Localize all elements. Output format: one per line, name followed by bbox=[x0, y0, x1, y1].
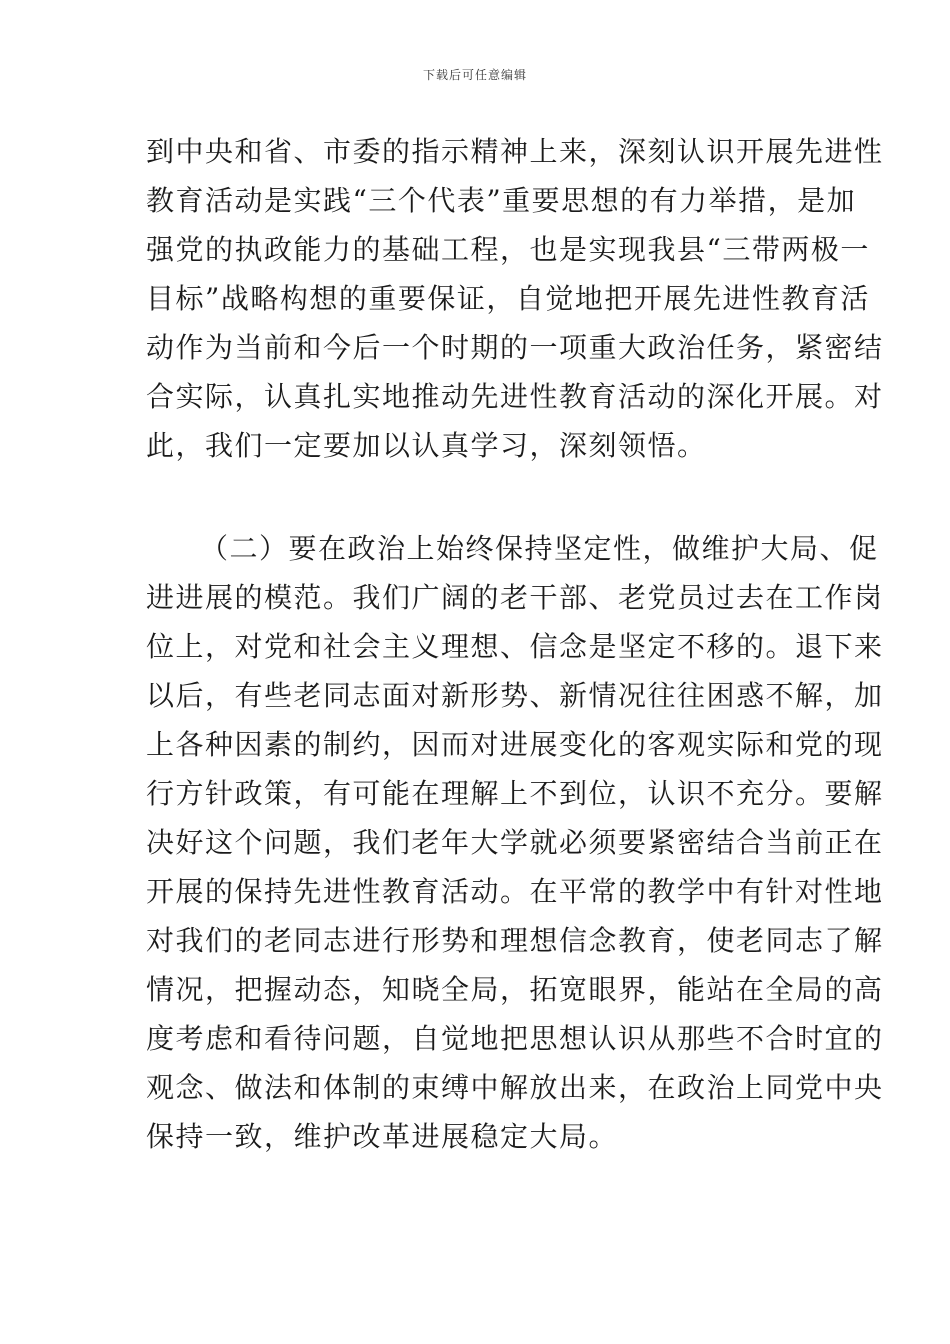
text-line: 动作为当前和今后一个时期的一项重大政治任务，紧密结 bbox=[146, 331, 884, 364]
text-line: （二）要在政治上始终保持坚定性，做维护大局、促 bbox=[200, 532, 879, 565]
text-line: 强党的执政能力的基础工程，也是实现我县“三带两极一 bbox=[146, 233, 870, 266]
page-header: 下载后可任意编辑 bbox=[422, 68, 527, 82]
text-line: 开展的保持先进性教育活动。在平常的教学中有针对性地 bbox=[146, 875, 884, 908]
text-line: 位上，对党和社会主义理想、信念是坚定不移的。退下来 bbox=[146, 630, 884, 663]
text-line: 进进展的模范。我们广阔的老干部、老党员过去在工作岗 bbox=[146, 581, 884, 614]
text-line: 度考虑和看待问题，自觉地把思想认识从那些不合时宜的 bbox=[146, 1022, 884, 1055]
text-line: 目标”战略构想的重要保证，自觉地把开展先进性教育活 bbox=[146, 282, 870, 315]
text-line: 到中央和省、市委的指示精神上来，深刻认识开展先进性 bbox=[146, 135, 884, 168]
text-line: 教育活动是实践“三个代表”重要思想的有力举措，是加 bbox=[146, 184, 857, 217]
text-line: 以后，有些老同志面对新形势、新情况往往困惑不解，加 bbox=[146, 679, 884, 712]
text-line: 对我们的老同志进行形势和理想信念教育，使老同志了解 bbox=[146, 924, 884, 957]
text-line: 行方针政策，有可能在理解上不到位，认识不充分。要解 bbox=[146, 777, 884, 810]
text-line: 此，我们一定要加以认真学习，深刻领悟。 bbox=[146, 429, 707, 462]
text-line: 决好这个问题，我们老年大学就必须要紧密结合当前正在 bbox=[146, 826, 884, 859]
text-line: 保持一致，维护改革进展稳定大局。 bbox=[146, 1120, 619, 1153]
text-line: 观念、做法和体制的束缚中解放出来，在政治上同党中央 bbox=[146, 1071, 884, 1104]
text-line: 上各种因素的制约，因而对进展变化的客观实际和党的现 bbox=[146, 728, 884, 761]
text-line: 情况，把握动态，知晓全局，拓宽眼界，能站在全局的高 bbox=[146, 973, 884, 1006]
text-line: 合实际，认真扎实地推动先进性教育活动的深化开展。对 bbox=[146, 380, 884, 413]
